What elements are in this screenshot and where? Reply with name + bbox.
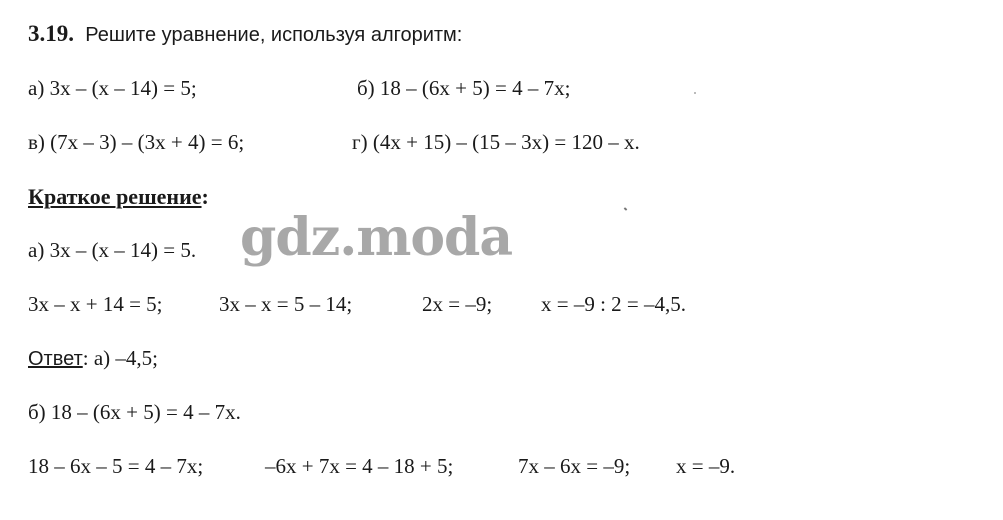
scan-speck [694, 92, 696, 94]
answer-value: : а) –4,5; [82, 346, 158, 370]
equation-g: г) (4x + 15) – (15 – 3x) = 120 – x. [352, 130, 640, 154]
solution-heading-colon: : [201, 184, 209, 209]
solution-heading-row [28, 186, 209, 208]
solution-a-step-4: x = –9 : 2 = –4,5. [541, 292, 687, 316]
solution-a-statement: а) 3x – (x – 14) = 5. [28, 238, 197, 262]
solution-a-step-2: 3x – x = 5 – 14; [219, 292, 353, 316]
solution-b-step-3: 7x – 6x = –9; [518, 454, 631, 478]
answer-label: Ответ [28, 348, 83, 370]
equation-a: а) 3x – (x – 14) = 5; [28, 76, 197, 100]
scan-speck [624, 207, 628, 210]
task-number: 3.19. [28, 21, 74, 46]
solution-b-step-4: x = –9. [676, 454, 736, 478]
solution-b-step-2: –6x + 7x = 4 – 18 + 5; [265, 454, 454, 478]
watermark-logo: gdz.moda [240, 207, 513, 268]
solution-b-step-1: 18 – 6x – 5 = 4 – 7x; [28, 454, 204, 478]
solution-heading: Краткое решение [28, 184, 202, 209]
solution-a-step-3: 2x = –9; [422, 292, 493, 316]
equation-v: в) (7x – 3) – (3x + 4) = 6; [28, 130, 245, 154]
solution-b-statement: б) 18 – (6x + 5) = 4 – 7x. [28, 400, 241, 424]
task-instruction: Решите уравнение, используя алгоритм: [85, 24, 463, 46]
solution-a-step-1: 3x – x + 14 = 5; [28, 292, 163, 316]
task-header [28, 22, 462, 45]
equation-b: б) 18 – (6x + 5) = 4 – 7x; [357, 76, 571, 100]
answer-row [28, 348, 158, 369]
